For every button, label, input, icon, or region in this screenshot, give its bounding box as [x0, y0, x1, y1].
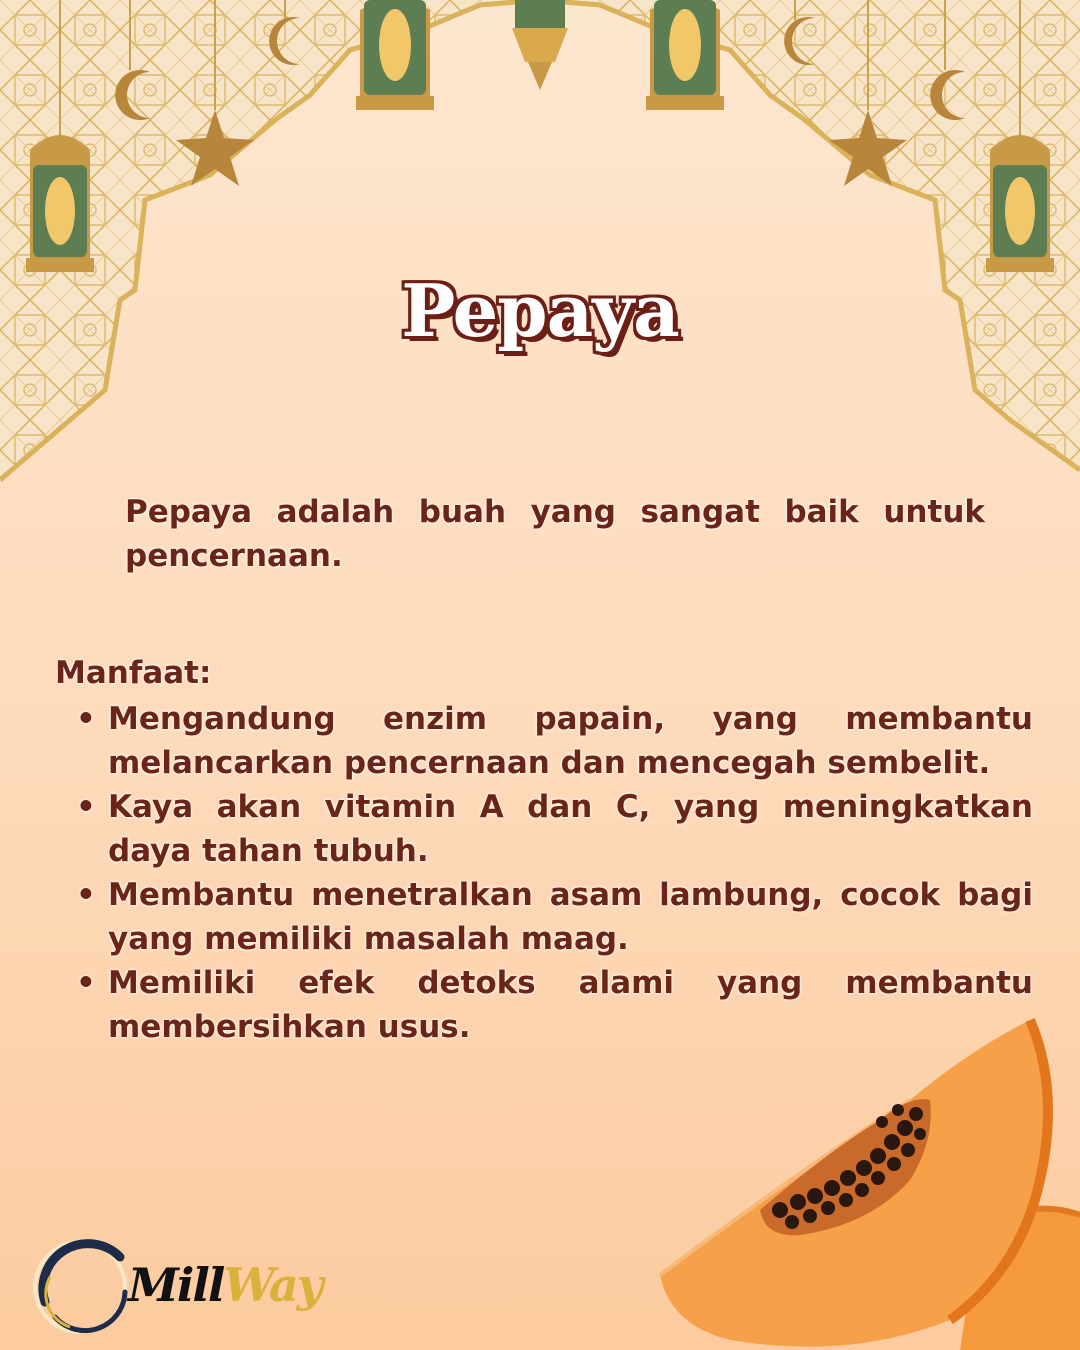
lantern-icon — [356, 0, 434, 110]
list-item: • Mengandung enzim papain, yang membantu melancarkan pencernaan dan mencegah sembelit. — [108, 697, 1033, 785]
logo-part-mill: Mill — [128, 1258, 224, 1312]
papaya-image — [650, 1010, 1080, 1350]
benefits-heading: Manfaat: — [55, 655, 212, 691]
list-item: • Memiliki efek detoks alami yang membantu membersihkan usus. — [108, 961, 1033, 1049]
logo-text — [128, 1258, 322, 1312]
list-item: • Kaya akan vitamin A dan C, yang meningkatkan daya tahan tubuh. — [108, 785, 1033, 873]
list-item: • Membantu menetralkan asam lambung, cocok bagi yang memiliki masalah maag. — [108, 873, 1033, 961]
page-title: Pepaya — [401, 268, 679, 353]
lantern-icon — [512, 0, 568, 90]
benefits-list — [108, 697, 1033, 1049]
lantern-icon — [26, 135, 94, 272]
lantern-icon — [646, 0, 724, 110]
lantern-icon — [986, 135, 1054, 272]
intro-text: Pepaya adalah buah yang sangat baik untuk pencernaan. — [125, 494, 985, 574]
logo-part-way: Way — [223, 1258, 322, 1312]
